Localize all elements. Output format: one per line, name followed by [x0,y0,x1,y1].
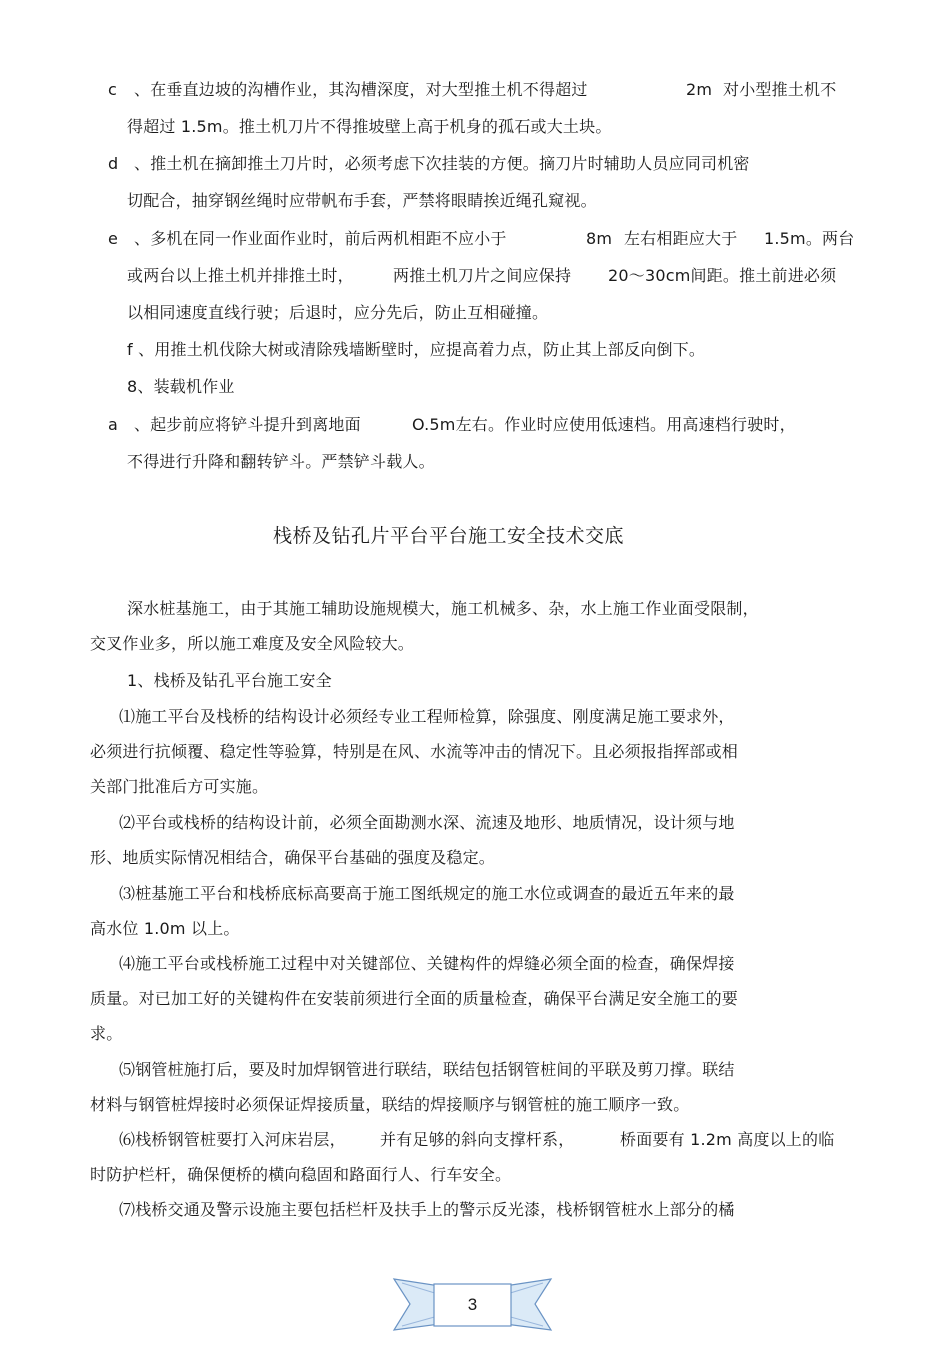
page-number: 3 [467,1295,478,1314]
body-line: 材料与钢管桩焊接时必须保证焊接质量，联结的焊接顺序与钢管桩的施工顺序一致。 [90,1095,690,1114]
body-line: 交叉作业多，所以施工难度及安全风险较大。 [90,634,415,653]
body-line: 深水桩基施工，由于其施工辅助设施规模大，施工机械多、杂，水上施工作业面受限制， [127,599,759,618]
text-line: 切配合，抽穿钢丝绳时应带帆布手套，严禁将眼睛挨近绳孔窥视。 [127,191,597,210]
text-line: 左右相距应大于 [624,229,738,248]
text-line: 8m [586,229,613,248]
body-line: 质量。对已加工好的关键构件在安装前须进行全面的质量检查，确保平台满足安全施工的要 [90,989,739,1008]
text-line: 1.5m。两台 [764,229,855,248]
text-line: 8、装载机作业 [127,377,235,396]
body-line: 形、地质实际情况相结合，确保平台基础的强度及稳定。 [90,848,496,867]
text-line: 两推土机刀片之间应保持 [393,266,572,285]
text-line: d [108,154,119,173]
body-line: ⑹栈桥钢管桩要打入河床岩层， [119,1130,346,1149]
section-title: 栈桥及钻孔片平台平台施工安全技术交底 [273,525,625,547]
text-line: 、推土机在摘卸推土刀片时，必须考虑下次挂装的方便。摘刀片时辅助人员应同司机密 [134,154,750,173]
text-line: f 、用推土机伐除大树或清除残墙断壁时，应提高着力点，防止其上部反向倒下。 [127,340,706,359]
text-line: c [108,80,117,99]
body-line: ⑴施工平台及栈桥的结构设计必须经专业工程师检算，除强度、刚度满足施工要求外， [119,707,735,726]
text-line: 、起步前应将铲斗提升到离地面 [134,415,361,434]
text-line: O.5m左右。作业时应使用低速档。用高速档行驶时， [412,415,796,434]
body-line: ⑶桩基施工平台和栈桥底标高要高于施工图纸规定的施工水位或调查的最近五年来的最 [119,884,735,903]
body-line: 时防护栏杆，确保便桥的横向稳固和路面行人、行车安全。 [90,1165,512,1184]
text-line: 以相同速度直线行驶；后退时，应分先后，防止互相碰撞。 [127,303,549,322]
body-line: ⑺栈桥交通及警示设施主要包括栏杆及扶手上的警示反光漆，栈桥钢管桩水上部分的橘 [119,1200,735,1219]
body-line: ⑵平台或栈桥的结构设计前，必须全面勘测水深、流速及地形、地质情况，设计须与地 [119,813,735,832]
body-line: 高水位 1.0m 以上。 [90,919,240,938]
text-line: 不得进行升降和翻转铲斗。严禁铲斗载人。 [127,452,435,471]
text-line: e [108,229,119,248]
text-line: 、在垂直边坡的沟槽作业，其沟槽深度，对大型推土机不得超过 [134,80,588,99]
text-line: 2m [686,80,713,99]
text-line: 、多机在同一作业面作业时，前后两机相距不应小于 [134,229,507,248]
text-line: 20～30cm间距。推土前进必须 [608,266,837,285]
page-footer [390,1274,555,1334]
body-line: 关部门批准后方可实施。 [90,777,269,796]
text-line: 或两台以上推土机并排推土时， [127,266,354,285]
text-line: 对小型推土机不 [723,80,837,99]
body-line: ⑷施工平台或栈桥施工过程中对关键部位、关键构件的焊缝必须全面的检查，确保焊接 [119,954,735,973]
body-line: 求。 [90,1024,123,1043]
text-line: 得超过 1.5m。推土机刀片不得推坡壁上高于机身的孤石或大土块。 [127,117,612,136]
body-line: ⑸钢管桩施打后，要及时加焊钢管进行联结，联结包括钢管桩间的平联及剪刀撑。联结 [119,1060,735,1079]
body-line: 桥面要有 1.2m 高度以上的临 [620,1130,835,1149]
body-line: 并有足够的斜向支撑杆系， [380,1130,575,1149]
text-line: a [108,415,119,434]
body-line: 必须进行抗倾覆、稳定性等验算，特别是在风、水流等冲击的情况下。且必须报指挥部或相 [90,742,739,761]
body-line: 1、栈桥及钻孔平台施工安全 [127,671,332,690]
